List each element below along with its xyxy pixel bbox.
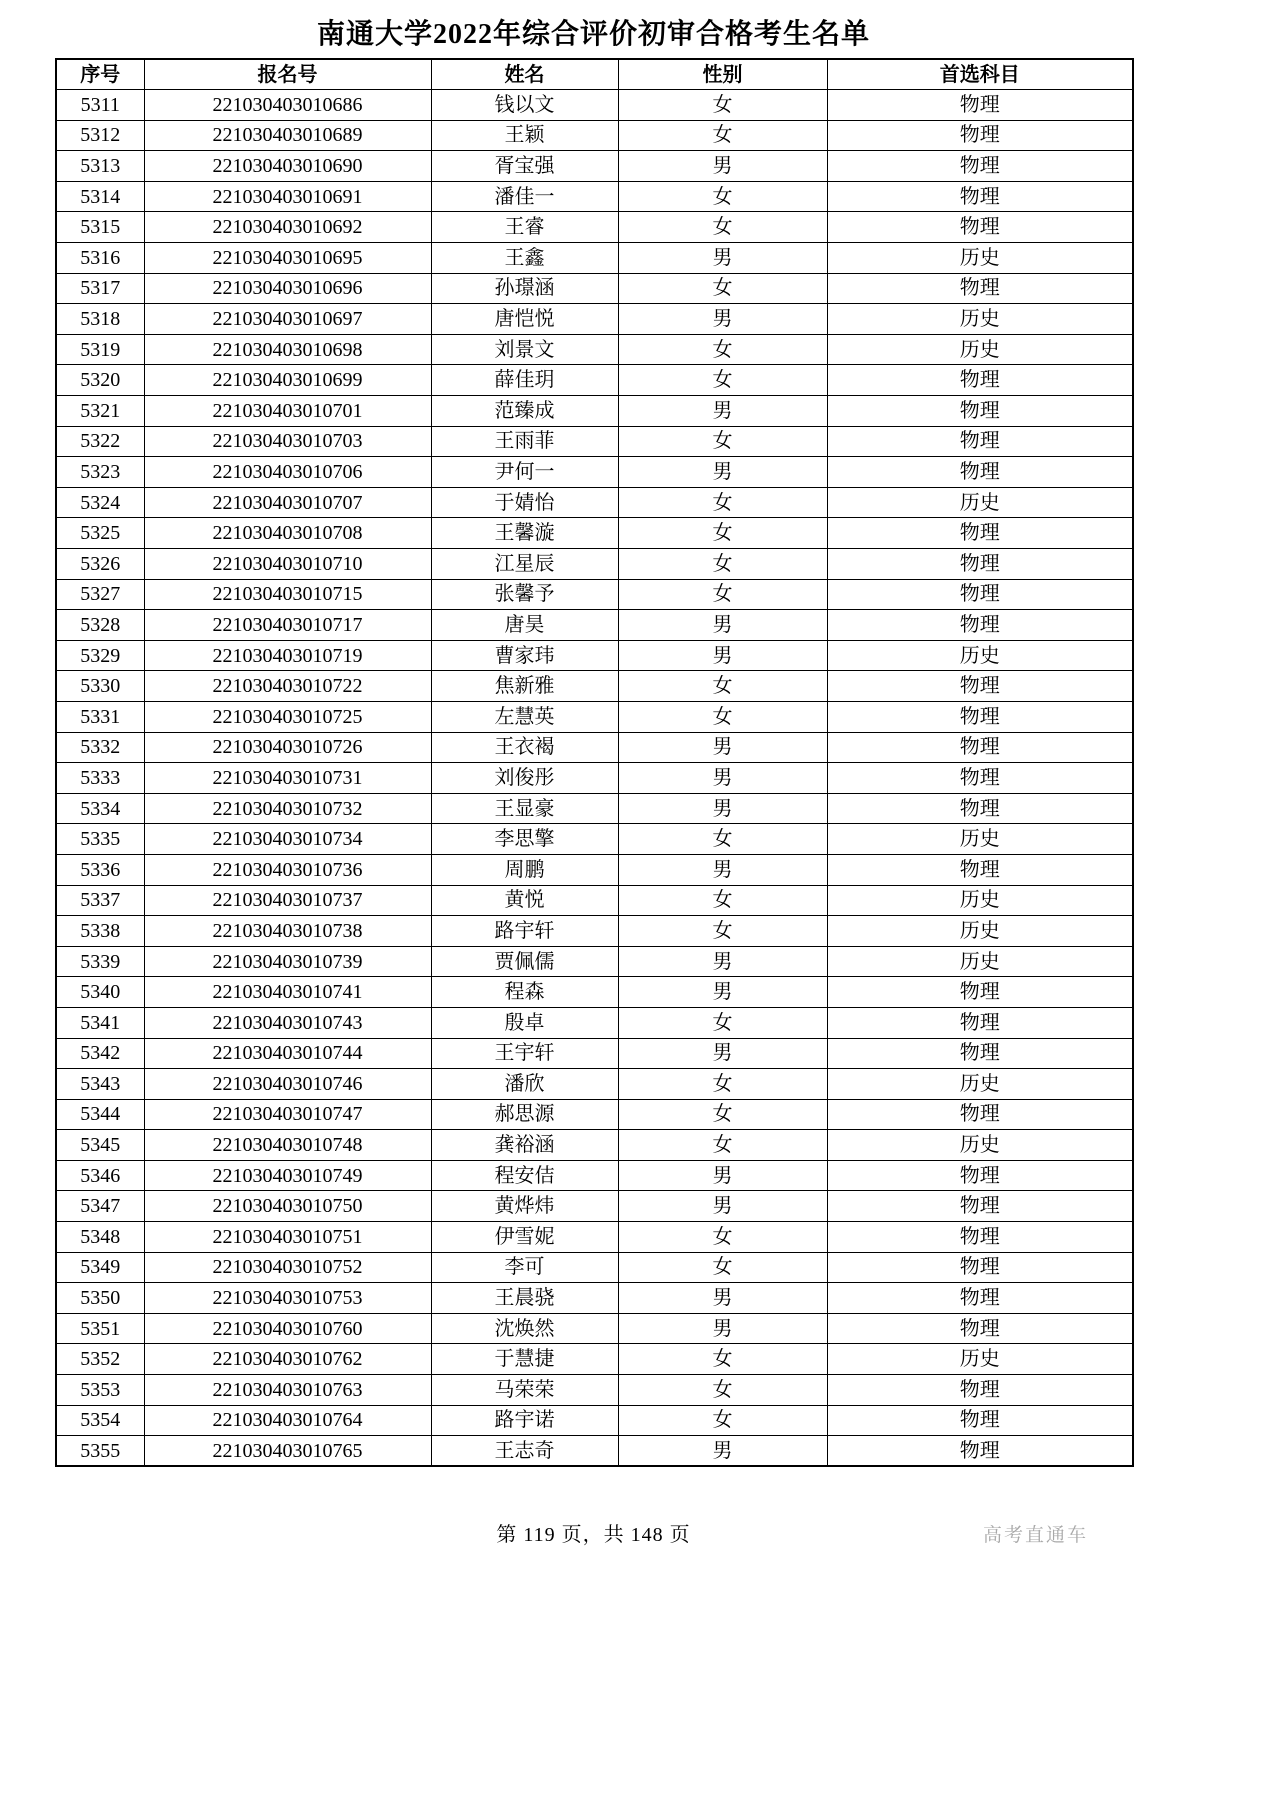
table-header-row (56, 59, 1133, 90)
cell-name: 尹何一 (431, 457, 618, 488)
cell-reg-no: 221030403010686 (144, 90, 431, 121)
cell-serial: 5319 (56, 334, 144, 365)
cell-reg-no: 221030403010703 (144, 426, 431, 457)
cell-serial: 5325 (56, 518, 144, 549)
cell-name: 刘景文 (431, 334, 618, 365)
table-row (56, 1069, 1133, 1100)
cell-serial: 5355 (56, 1436, 144, 1467)
cell-subject: 历史 (827, 946, 1133, 977)
cell-subject: 物理 (827, 1436, 1133, 1467)
table-row (56, 1405, 1133, 1436)
cell-reg-no: 221030403010715 (144, 579, 431, 610)
cell-subject: 历史 (827, 916, 1133, 947)
cell-subject: 物理 (827, 1191, 1133, 1222)
cell-subject: 历史 (827, 824, 1133, 855)
cell-serial: 5345 (56, 1130, 144, 1161)
cell-name: 刘俊彤 (431, 763, 618, 794)
cell-reg-no: 221030403010747 (144, 1099, 431, 1130)
table-row (56, 916, 1133, 947)
table-header (56, 59, 1133, 90)
cell-reg-no: 221030403010752 (144, 1252, 431, 1283)
cell-name: 王晨骁 (431, 1283, 618, 1314)
cell-subject: 物理 (827, 1375, 1133, 1406)
cell-name: 潘佳一 (431, 181, 618, 212)
cell-serial: 5321 (56, 396, 144, 427)
cell-serial: 5314 (56, 181, 144, 212)
table-row (56, 1130, 1133, 1161)
cell-serial: 5323 (56, 457, 144, 488)
cell-gender: 男 (618, 946, 827, 977)
table-row (56, 1375, 1133, 1406)
cell-serial: 5316 (56, 243, 144, 274)
cell-gender: 女 (618, 518, 827, 549)
table-row (56, 396, 1133, 427)
cell-name: 王鑫 (431, 243, 618, 274)
table-row (56, 732, 1133, 763)
cell-reg-no: 221030403010751 (144, 1222, 431, 1253)
cell-subject: 物理 (827, 90, 1133, 121)
cell-serial: 5351 (56, 1313, 144, 1344)
table-row (56, 977, 1133, 1008)
cell-serial: 5318 (56, 304, 144, 335)
cell-gender: 男 (618, 457, 827, 488)
cell-gender: 男 (618, 1436, 827, 1467)
table-row (56, 610, 1133, 641)
cell-name: 王雨菲 (431, 426, 618, 457)
cell-subject: 物理 (827, 1038, 1133, 1069)
cell-reg-no: 221030403010731 (144, 763, 431, 794)
table-row (56, 763, 1133, 794)
cell-gender: 女 (618, 1252, 827, 1283)
cell-subject: 物理 (827, 701, 1133, 732)
cell-gender: 女 (618, 334, 827, 365)
cell-name: 马荣荣 (431, 1375, 618, 1406)
cell-name: 贾佩儒 (431, 946, 618, 977)
cell-gender: 男 (618, 977, 827, 1008)
cell-subject: 历史 (827, 1130, 1133, 1161)
cell-name: 王宇轩 (431, 1038, 618, 1069)
watermark: 高考直通车 (983, 1525, 1089, 1546)
cell-reg-no: 221030403010738 (144, 916, 431, 947)
table-row (56, 946, 1133, 977)
page-number-footer: 第 119 页，共 148 页 (496, 1524, 691, 1546)
cell-name: 李可 (431, 1252, 618, 1283)
cell-name: 伊雪妮 (431, 1222, 618, 1253)
cell-serial: 5338 (56, 916, 144, 947)
cell-subject: 物理 (827, 793, 1133, 824)
cell-gender: 女 (618, 824, 827, 855)
table-row (56, 90, 1133, 121)
cell-serial: 5346 (56, 1160, 144, 1191)
table-row (56, 640, 1133, 671)
cell-name: 曹家玮 (431, 640, 618, 671)
table-row (56, 1222, 1133, 1253)
cell-serial: 5332 (56, 732, 144, 763)
table-row (56, 1191, 1133, 1222)
table-row (56, 304, 1133, 335)
cell-serial: 5340 (56, 977, 144, 1008)
cell-name: 薛佳玥 (431, 365, 618, 396)
cell-reg-no: 221030403010699 (144, 365, 431, 396)
cell-serial: 5322 (56, 426, 144, 457)
table-body (56, 90, 1133, 1467)
cell-name: 于婧怡 (431, 487, 618, 518)
cell-serial: 5343 (56, 1069, 144, 1100)
cell-gender: 男 (618, 304, 827, 335)
cell-gender: 男 (618, 640, 827, 671)
cell-name: 王颖 (431, 120, 618, 151)
cell-serial: 5331 (56, 701, 144, 732)
cell-gender: 男 (618, 1283, 827, 1314)
cell-reg-no: 221030403010743 (144, 1007, 431, 1038)
cell-subject: 物理 (827, 671, 1133, 702)
cell-gender: 女 (618, 1099, 827, 1130)
cell-gender: 男 (618, 396, 827, 427)
cell-name: 程安佶 (431, 1160, 618, 1191)
cell-serial: 5327 (56, 579, 144, 610)
cell-subject: 物理 (827, 1007, 1133, 1038)
cell-reg-no: 221030403010765 (144, 1436, 431, 1467)
cell-reg-no: 221030403010710 (144, 549, 431, 580)
cell-gender: 女 (618, 212, 827, 243)
cell-subject: 物理 (827, 151, 1133, 182)
table-row (56, 334, 1133, 365)
cell-reg-no: 221030403010697 (144, 304, 431, 335)
cell-subject: 物理 (827, 763, 1133, 794)
cell-reg-no: 221030403010734 (144, 824, 431, 855)
cell-serial: 5353 (56, 1375, 144, 1406)
cell-serial: 5317 (56, 273, 144, 304)
cell-reg-no: 221030403010717 (144, 610, 431, 641)
cell-reg-no: 221030403010737 (144, 885, 431, 916)
cell-gender: 女 (618, 90, 827, 121)
cell-serial: 5342 (56, 1038, 144, 1069)
cell-name: 胥宝强 (431, 151, 618, 182)
cell-name: 李思擎 (431, 824, 618, 855)
table-row (56, 212, 1133, 243)
cell-serial: 5315 (56, 212, 144, 243)
cell-name: 潘欣 (431, 1069, 618, 1100)
cell-gender: 女 (618, 579, 827, 610)
table-row (56, 1160, 1133, 1191)
cell-name: 左慧英 (431, 701, 618, 732)
cell-reg-no: 221030403010764 (144, 1405, 431, 1436)
page-title: 南通大学2022年综合评价初审合格考生名单 (316, 19, 870, 50)
table-row (56, 426, 1133, 457)
cell-subject: 物理 (827, 854, 1133, 885)
cell-gender: 女 (618, 1069, 827, 1100)
table-row (56, 1436, 1133, 1467)
cell-serial: 5339 (56, 946, 144, 977)
table-row (56, 824, 1133, 855)
cell-serial: 5312 (56, 120, 144, 151)
table-row (56, 1313, 1133, 1344)
table-row (56, 793, 1133, 824)
cell-gender: 女 (618, 365, 827, 396)
cell-serial: 5320 (56, 365, 144, 396)
cell-subject: 历史 (827, 304, 1133, 335)
table-row (56, 243, 1133, 274)
cell-reg-no: 221030403010753 (144, 1283, 431, 1314)
cell-reg-no: 221030403010750 (144, 1191, 431, 1222)
cell-serial: 5348 (56, 1222, 144, 1253)
cell-subject: 物理 (827, 1252, 1133, 1283)
cell-gender: 男 (618, 793, 827, 824)
cell-reg-no: 221030403010695 (144, 243, 431, 274)
cell-serial: 5341 (56, 1007, 144, 1038)
cell-name: 孙璟涵 (431, 273, 618, 304)
cell-serial: 5311 (56, 90, 144, 121)
cell-name: 钱以文 (431, 90, 618, 121)
cell-reg-no: 221030403010707 (144, 487, 431, 518)
cell-reg-no: 221030403010732 (144, 793, 431, 824)
cell-name: 龚裕涵 (431, 1130, 618, 1161)
table-row (56, 181, 1133, 212)
cell-name: 范臻成 (431, 396, 618, 427)
cell-name: 焦新雅 (431, 671, 618, 702)
cell-subject: 物理 (827, 273, 1133, 304)
cell-name: 黄悦 (431, 885, 618, 916)
cell-reg-no: 221030403010690 (144, 151, 431, 182)
cell-name: 王睿 (431, 212, 618, 243)
cell-name: 周鹏 (431, 854, 618, 885)
cell-gender: 女 (618, 1007, 827, 1038)
cell-gender: 男 (618, 732, 827, 763)
cell-name: 殷卓 (431, 1007, 618, 1038)
cell-serial: 5347 (56, 1191, 144, 1222)
cell-reg-no: 221030403010719 (144, 640, 431, 671)
cell-gender: 男 (618, 763, 827, 794)
cell-gender: 男 (618, 151, 827, 182)
column-header-serial: 序号 (56, 59, 144, 90)
column-header-name: 姓名 (431, 59, 618, 90)
table-row (56, 1099, 1133, 1130)
cell-subject: 物理 (827, 579, 1133, 610)
table-row (56, 487, 1133, 518)
cell-name: 张馨予 (431, 579, 618, 610)
cell-reg-no: 221030403010726 (144, 732, 431, 763)
cell-gender: 女 (618, 181, 827, 212)
cell-reg-no: 221030403010692 (144, 212, 431, 243)
table-row (56, 518, 1133, 549)
cell-serial: 5336 (56, 854, 144, 885)
table-row (56, 1344, 1133, 1375)
cell-reg-no: 221030403010696 (144, 273, 431, 304)
cell-gender: 女 (618, 916, 827, 947)
cell-reg-no: 221030403010744 (144, 1038, 431, 1069)
cell-serial: 5334 (56, 793, 144, 824)
cell-serial: 5354 (56, 1405, 144, 1436)
cell-name: 王馨漩 (431, 518, 618, 549)
cell-serial: 5335 (56, 824, 144, 855)
cell-subject: 历史 (827, 885, 1133, 916)
column-header-subject: 首选科目 (827, 59, 1133, 90)
cell-subject: 物理 (827, 120, 1133, 151)
cell-subject: 历史 (827, 334, 1133, 365)
table-row (56, 151, 1133, 182)
table-row (56, 885, 1133, 916)
cell-serial: 5313 (56, 151, 144, 182)
cell-subject: 物理 (827, 977, 1133, 1008)
cell-reg-no: 221030403010741 (144, 977, 431, 1008)
table-row (56, 1038, 1133, 1069)
cell-subject: 物理 (827, 1283, 1133, 1314)
cell-subject: 历史 (827, 1344, 1133, 1375)
table-row (56, 1007, 1133, 1038)
cell-name: 黄烨炜 (431, 1191, 618, 1222)
cell-name: 路宇轩 (431, 916, 618, 947)
cell-serial: 5352 (56, 1344, 144, 1375)
cell-reg-no: 221030403010749 (144, 1160, 431, 1191)
cell-reg-no: 221030403010725 (144, 701, 431, 732)
table-row (56, 1283, 1133, 1314)
cell-subject: 物理 (827, 396, 1133, 427)
column-header-gender: 性别 (618, 59, 827, 90)
table-row (56, 579, 1133, 610)
cell-reg-no: 221030403010762 (144, 1344, 431, 1375)
cell-serial: 5350 (56, 1283, 144, 1314)
cell-reg-no: 221030403010763 (144, 1375, 431, 1406)
cell-subject: 历史 (827, 1069, 1133, 1100)
table-row (56, 1252, 1133, 1283)
cell-subject: 物理 (827, 457, 1133, 488)
cell-gender: 女 (618, 426, 827, 457)
cell-reg-no: 221030403010708 (144, 518, 431, 549)
cell-name: 程森 (431, 977, 618, 1008)
cell-subject: 物理 (827, 549, 1133, 580)
cell-subject: 物理 (827, 732, 1133, 763)
cell-gender: 男 (618, 1191, 827, 1222)
cell-gender: 女 (618, 1344, 827, 1375)
cell-gender: 男 (618, 1038, 827, 1069)
cell-gender: 男 (618, 610, 827, 641)
cell-gender: 男 (618, 854, 827, 885)
cell-gender: 男 (618, 1160, 827, 1191)
cell-serial: 5337 (56, 885, 144, 916)
cell-name: 于慧捷 (431, 1344, 618, 1375)
table-row (56, 854, 1133, 885)
cell-reg-no: 221030403010760 (144, 1313, 431, 1344)
cell-gender: 女 (618, 487, 827, 518)
cell-gender: 女 (618, 1130, 827, 1161)
cell-serial: 5324 (56, 487, 144, 518)
cell-subject: 物理 (827, 365, 1133, 396)
cell-serial: 5333 (56, 763, 144, 794)
cell-serial: 5328 (56, 610, 144, 641)
cell-reg-no: 221030403010722 (144, 671, 431, 702)
cell-subject: 物理 (827, 1160, 1133, 1191)
cell-reg-no: 221030403010698 (144, 334, 431, 365)
cell-reg-no: 221030403010689 (144, 120, 431, 151)
cell-serial: 5349 (56, 1252, 144, 1283)
table-row (56, 273, 1133, 304)
cell-subject: 物理 (827, 426, 1133, 457)
cell-gender: 女 (618, 273, 827, 304)
cell-reg-no: 221030403010736 (144, 854, 431, 885)
table-row (56, 457, 1133, 488)
cell-name: 江星辰 (431, 549, 618, 580)
cell-subject: 物理 (827, 1222, 1133, 1253)
cell-gender: 女 (618, 1405, 827, 1436)
cell-serial: 5329 (56, 640, 144, 671)
cell-gender: 女 (618, 120, 827, 151)
cell-name: 唐昊 (431, 610, 618, 641)
cell-subject: 历史 (827, 243, 1133, 274)
cell-reg-no: 221030403010701 (144, 396, 431, 427)
cell-gender: 女 (618, 701, 827, 732)
cell-gender: 女 (618, 1375, 827, 1406)
cell-subject: 物理 (827, 1099, 1133, 1130)
cell-name: 沈焕然 (431, 1313, 618, 1344)
cell-gender: 女 (618, 549, 827, 580)
cell-reg-no: 221030403010748 (144, 1130, 431, 1161)
cell-subject: 历史 (827, 640, 1133, 671)
cell-subject: 物理 (827, 1313, 1133, 1344)
table-row (56, 365, 1133, 396)
cell-gender: 女 (618, 671, 827, 702)
cell-gender: 女 (618, 885, 827, 916)
cell-reg-no: 221030403010691 (144, 181, 431, 212)
table-row (56, 549, 1133, 580)
cell-serial: 5326 (56, 549, 144, 580)
cell-name: 路宇诺 (431, 1405, 618, 1436)
cell-subject: 历史 (827, 487, 1133, 518)
cell-name: 唐恺悦 (431, 304, 618, 335)
cell-subject: 物理 (827, 610, 1133, 641)
cell-subject: 物理 (827, 518, 1133, 549)
cell-name: 郝思源 (431, 1099, 618, 1130)
cell-subject: 物理 (827, 212, 1133, 243)
candidate-table (55, 58, 1134, 1467)
cell-subject: 物理 (827, 1405, 1133, 1436)
cell-serial: 5344 (56, 1099, 144, 1130)
cell-name: 王显豪 (431, 793, 618, 824)
cell-gender: 女 (618, 1222, 827, 1253)
cell-reg-no: 221030403010706 (144, 457, 431, 488)
table-row (56, 120, 1133, 151)
cell-gender: 男 (618, 1313, 827, 1344)
cell-gender: 男 (618, 243, 827, 274)
cell-name: 王衣褐 (431, 732, 618, 763)
cell-reg-no: 221030403010739 (144, 946, 431, 977)
column-header-reg-no: 报名号 (144, 59, 431, 90)
table-row (56, 701, 1133, 732)
cell-subject: 物理 (827, 181, 1133, 212)
cell-serial: 5330 (56, 671, 144, 702)
cell-name: 王志奇 (431, 1436, 618, 1467)
table-row (56, 671, 1133, 702)
cell-reg-no: 221030403010746 (144, 1069, 431, 1100)
